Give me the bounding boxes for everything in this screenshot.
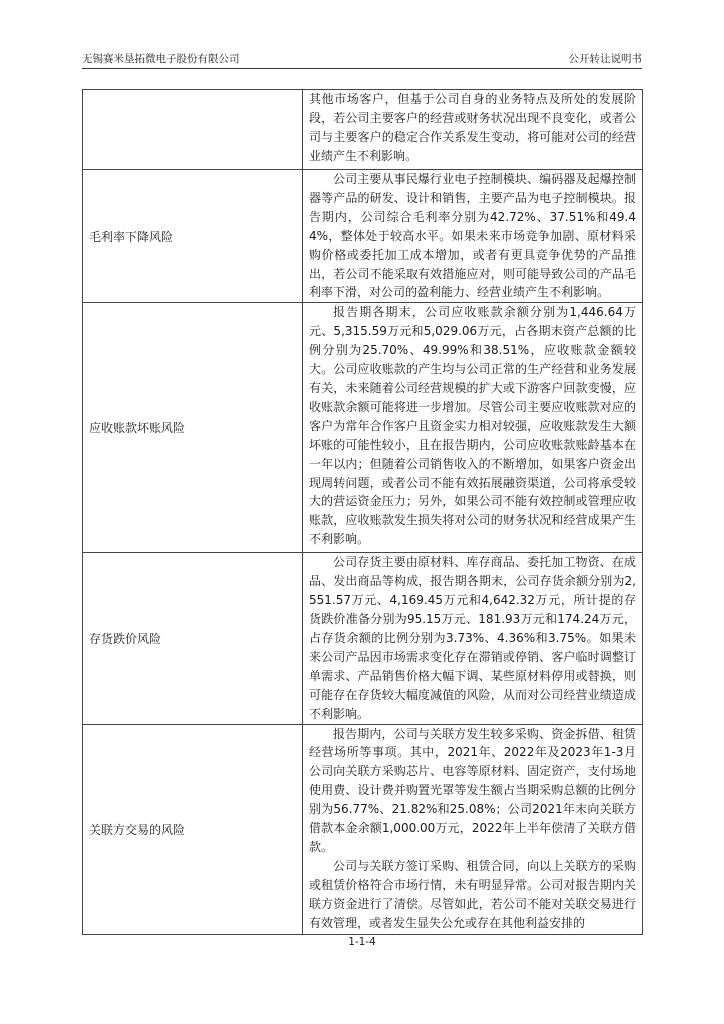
risk-name: 存货跌价风险 [83,553,303,724]
company-name: 无锡赛米垦拓微电子股份有限公司 [82,53,240,65]
risk-name: 毛利率下降风险 [83,170,303,303]
page-number: 1-1-4 [348,936,376,948]
risk-description [303,303,643,553]
risk-description [303,553,643,724]
risk-table [82,89,643,935]
risk-name: 应收账款坏账风险 [83,303,303,553]
risk-row [83,724,643,934]
document-title: 公开转让说明书 [568,53,642,65]
header-divider [82,68,642,69]
risk-name: 关联方交易的风险 [83,724,303,934]
risk-name [83,90,303,170]
risk-row [83,303,643,553]
risk-description [303,170,643,303]
page-header [82,50,642,68]
risk-description [303,724,643,934]
risk-row [83,90,643,170]
risk-row [83,170,643,303]
risk-paragraph: 其他市场客户，但基于公司自身的业务特点及所处的发展阶段，若公司主要客户的经营或财务状况出现不良变化，或者公司与主要客户的稳定合作关系发生变动，将可能对公司的经营业绩产生不利影响。 [309,92,636,163]
risk-paragraph: 公司主要从事民爆行业电子控制模块、编码器及起爆控制器等产品的研发、设计和销售，主要产品为电子控制模块。报告期内，公司综合毛利率分别为42.72%、37.51%和49.44%，整体处于较高水平。如果未来市场竞争加剧、原材料采购价格或委托加工成本增加，或者有更具竞争优势的产品推出，若公司不能采取有效措施应对，则可能导致公司的产品毛利率下滑，对公司的盈利能力、经营业绩产生不利影响。 [309,172,636,300]
risk-paragraph: 报告期内，公司与关联方发生较多采购、资金拆借、租赁经营场所等事项。其中，2021年、2022年及2023年1-3月公司向关联方采购芯片、电容等原材料、固定资产，支付场地使用费、设计费并购置光罩等发生额占当期采购总额的比例分别为56.77%、21.82%和25.08%；公司2021年末向关联方借款本金余额1,000.00万元，2022年上半年偿清了关联方借款。 [309,726,636,854]
risk-paragraph: 公司与关联方签订采购、租赁合同，向以上关联方的采购或租赁价格符合市场行情，未有明显异常。公司对报告期内关联方资金进行了清偿。尽管如此，若公司不能对关联交易进行有效管理，或者发生显失公允或存在其他利益安排的 [309,858,636,930]
risk-row [83,553,643,724]
risk-paragraph: 报告期各期末，公司应收账款余额分别为1,446.64万元、5,315.59万元和5,029.06万元，占各期末资产总额的比例分别为25.70%、49.99%和38.51%，应收账款金额较大。公司应收账款的产生均与公司正常的生产经营和业务发展有关，未来随着公司经营规模的扩大或下游客户回款变慢，应收账款余额可能将进一步增加。尽管公司主要应收账款对应的客户为常年合作客户且资金实力相对较强，应收账款发生大额坏账的可能性较小，且在报告期内，公司应收账款账龄基本在一年以内；但随着公司销售收入的不断增加，如果客户资金出现周转问题，或者公司不能有效拓展融资渠道，公司将承受较大的营运资金压力；另外，如果公司不能有效控制或管理应收账款，应收账款发生损失将对公司的财务状况和经营成果产生不利影响。 [309,305,636,547]
risk-description [303,90,643,170]
risk-paragraph: 公司存货主要由原材料、库存商品、委托加工物资、在成品、发出商品等构成，报告期各期末，公司存货余额分别为2,551.57万元、4,169.45万元和4,642.32万元，所计提的存货跌价准备分别为95.15万元、181.93万元和174.24万元，占存货余额的比例分别为3.73%、4.36%和3.75%。如果未来公司产品因市场需求变化存在滞销或停销、客户临时调整订单需求、产品销售价格大幅下调、某些原材料停用或替换，则可能存在存货较大幅度减值的风险，从而对公司经营业绩造成不利影响。 [309,555,636,721]
